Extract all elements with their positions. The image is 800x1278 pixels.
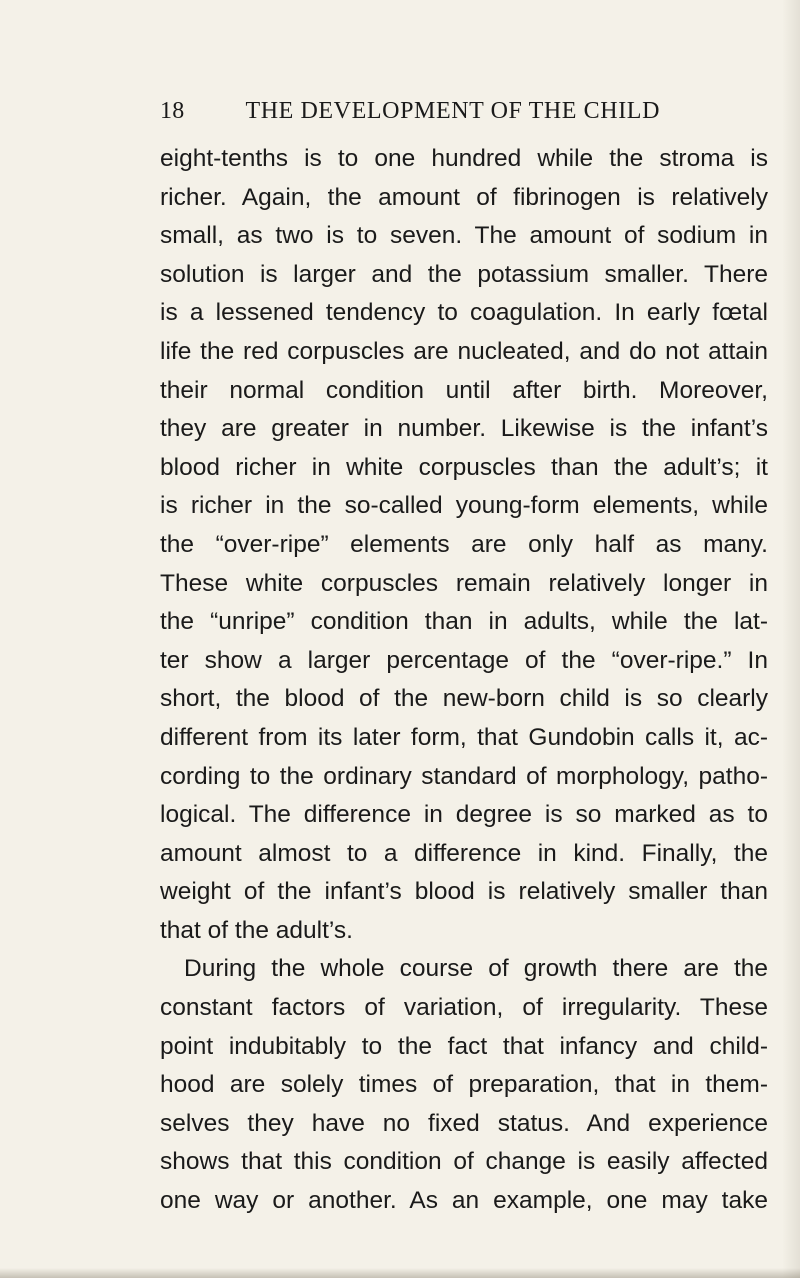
text-line: cording to the ordinary standard of morphology, patho-: [160, 762, 768, 790]
text-line: short, the blood of the new-born child is so clearly: [160, 685, 768, 713]
text-line: These white corpuscles remain relatively longer in: [160, 569, 768, 597]
text-line: ter show a larger percentage of the “over-ripe.” In: [160, 646, 768, 674]
page-bottom-shadow: [0, 1268, 800, 1278]
page-number: 18: [160, 98, 185, 124]
text-line: amount almost to a difference in kind. Finally, the: [160, 839, 768, 867]
text-line: blood richer in white corpuscles than the adult’s; it: [160, 453, 768, 481]
text-line: is a lessened tendency to coagulation. In early fœtal: [160, 299, 768, 327]
text-line: eight-tenths is to one hundred while the stroma is: [160, 145, 768, 172]
text-line: is richer in the so-called young-form elements, while: [160, 492, 768, 520]
text-line: small, as two is to seven. The amount of sodium in: [160, 222, 768, 250]
text-line: logical. The difference in degree is so marked as to: [160, 801, 768, 829]
text-line: the “unripe” condition than in adults, while the lat-: [160, 608, 768, 636]
page-edge-shadow: [782, 0, 800, 1278]
text-line: they are greater in number. Likewise is the infant’s: [160, 415, 768, 443]
paragraph-2: [160, 950, 768, 1220]
text-line: constant factors of variation, of irregularity. These: [160, 994, 768, 1022]
text-line: During the whole course of growth there are the: [184, 955, 768, 983]
text-line: solution is larger and the potassium smaller. There: [160, 260, 768, 288]
text-line: hood are solely times of preparation, that in them-: [160, 1071, 768, 1099]
page-header: [160, 98, 680, 132]
text-line: life the red corpuscles are nucleated, and do not attain: [160, 337, 768, 365]
text-line: selves they have no fixed status. And experience: [160, 1109, 768, 1137]
text-line: that of the adult’s.: [160, 916, 353, 944]
text-line: richer. Again, the amount of fibrinogen is relatively: [160, 183, 768, 211]
text-line: point indubitably to the fact that infancy and child-: [160, 1032, 768, 1060]
running-head: THE DEVELOPMENT OF THE CHILD: [245, 98, 660, 124]
text-line: one way or another. As an example, one may take: [160, 1187, 768, 1215]
text-line: different from its later form, that Gundobin calls it, ac-: [160, 723, 768, 751]
text-line: the “over-ripe” elements are only half as many.: [160, 530, 768, 558]
body-text: [160, 140, 768, 1221]
text-line: weight of the infant’s blood is relatively smaller than: [160, 878, 768, 906]
paragraph-1: [160, 140, 768, 950]
text-line: shows that this condition of change is easily affected: [160, 1148, 768, 1176]
text-line: their normal condition until after birth. Moreover,: [160, 376, 768, 404]
